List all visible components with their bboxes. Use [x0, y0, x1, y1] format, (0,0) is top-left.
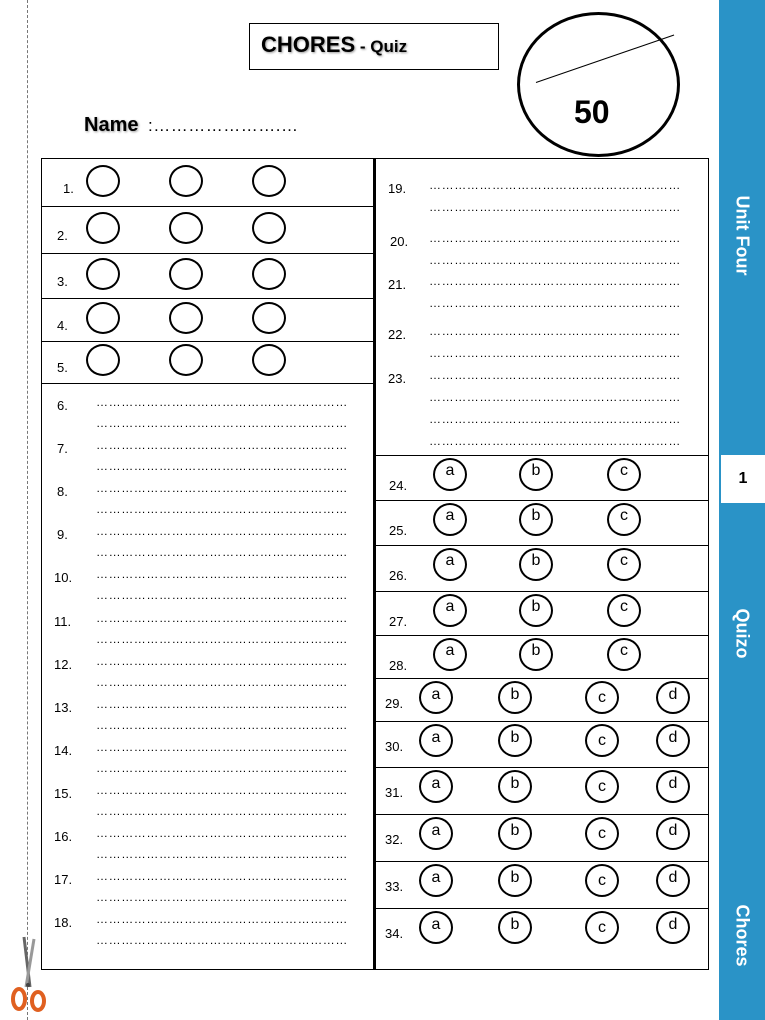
option-b-bubble[interactable]: b — [498, 681, 532, 714]
answer-bubble[interactable] — [252, 344, 286, 376]
option-a-bubble[interactable]: a — [419, 817, 453, 850]
answer-line[interactable]: …………………………………………………… — [96, 739, 348, 754]
row-divider — [375, 721, 709, 722]
page-number: 1 — [721, 455, 765, 503]
score-circle — [517, 12, 680, 157]
question-number: 6. — [57, 398, 68, 413]
row-divider — [375, 455, 709, 456]
answer-line[interactable]: …………………………………………………… — [96, 631, 348, 646]
quiz-subtitle: - Quiz — [355, 37, 408, 56]
question-number: 1. — [63, 180, 74, 196]
option-a-bubble[interactable]: a — [419, 911, 453, 944]
answer-line[interactable]: …………………………………………………… — [96, 481, 348, 496]
question-number: 32. — [385, 832, 404, 847]
question-number: 30. — [385, 739, 404, 754]
answer-line[interactable]: …………………………………………………… — [96, 933, 348, 948]
option-c-bubble[interactable]: c — [585, 724, 619, 757]
option-b-bubble[interactable]: b — [519, 594, 553, 627]
answer-bubble[interactable] — [86, 302, 120, 334]
answer-bubble[interactable] — [252, 165, 286, 197]
question-number: 16. — [54, 829, 73, 844]
question-number: 19. — [388, 181, 407, 196]
question-number: 34. — [385, 926, 404, 941]
question-number: 22. — [388, 327, 407, 342]
option-c-bubble[interactable]: c — [607, 548, 641, 581]
answer-bubble[interactable] — [86, 344, 120, 376]
question-number: 29. — [385, 696, 404, 711]
row-divider — [375, 545, 709, 546]
question-number: 27. — [389, 614, 408, 629]
answer-line[interactable]: …………………………………………………… — [429, 346, 681, 360]
option-b-bubble[interactable]: b — [498, 817, 532, 850]
row-divider — [375, 908, 709, 909]
answer-bubble[interactable] — [86, 165, 120, 197]
row-divider — [375, 500, 709, 501]
answer-line[interactable]: …………………………………………………… — [429, 200, 681, 214]
answer-line[interactable]: …………………………………………………… — [429, 368, 681, 382]
name-label: Name — [84, 114, 139, 136]
answer-line[interactable]: …………………………………………………… — [96, 438, 348, 453]
quiz-title-box — [249, 23, 499, 70]
answer-line[interactable]: …………………………………………………… — [429, 390, 681, 404]
answer-bubble[interactable] — [169, 258, 203, 290]
chores-label: Chores — [732, 903, 753, 967]
answer-line[interactable]: …………………………………………………… — [96, 395, 348, 409]
option-a-bubble[interactable]: a — [419, 770, 453, 803]
option-c-bubble[interactable]: c — [607, 503, 641, 536]
question-number: 26. — [389, 568, 408, 583]
option-b-bubble[interactable]: b — [498, 724, 532, 757]
option-c-bubble[interactable]: c — [585, 681, 619, 714]
answer-line[interactable]: …………………………………………………… — [96, 502, 348, 517]
answer-line[interactable]: …………………………………………………… — [96, 653, 348, 668]
option-a-bubble[interactable]: a — [433, 638, 467, 671]
question-number: 31. — [385, 785, 404, 800]
option-b-bubble[interactable]: b — [519, 638, 553, 671]
answer-line[interactable]: …………………………………………………… — [429, 324, 681, 338]
answer-line[interactable]: …………………………………………………… — [429, 274, 681, 288]
answer-line[interactable]: …………………………………………………… — [96, 459, 348, 474]
answer-bubble[interactable] — [86, 212, 120, 244]
row-divider — [375, 767, 709, 768]
row-divider — [41, 298, 374, 299]
answer-line[interactable]: …………………………………………………… — [96, 674, 348, 689]
option-c-bubble[interactable]: c — [607, 594, 641, 627]
question-number: 9. — [57, 527, 68, 543]
option-a-bubble[interactable]: a — [419, 681, 453, 714]
row-divider — [41, 341, 374, 342]
answer-line[interactable]: …………………………………………………… — [96, 803, 348, 818]
question-number: 20. — [390, 234, 409, 249]
row-divider — [375, 591, 709, 592]
answer-line[interactable]: …………………………………………………… — [429, 434, 681, 448]
question-number: 21. — [388, 277, 407, 292]
answer-bubble[interactable] — [169, 344, 203, 376]
quizo-label: Quizo — [732, 608, 753, 658]
row-divider — [375, 814, 709, 815]
answer-line[interactable]: …………………………………………………… — [96, 567, 348, 582]
answer-line[interactable]: …………………………………………………… — [96, 588, 348, 603]
option-b-bubble[interactable]: b — [498, 911, 532, 944]
question-number: 23. — [388, 371, 407, 386]
answer-line[interactable]: …………………………………………………… — [96, 524, 348, 539]
option-c-bubble[interactable]: c — [585, 864, 619, 897]
answer-line[interactable]: …………………………………………………… — [96, 826, 348, 840]
option-a-bubble[interactable]: a — [433, 548, 467, 581]
row-divider — [41, 383, 374, 384]
answer-bubble[interactable] — [169, 165, 203, 197]
quiz-title: CHORES — [261, 32, 356, 57]
answer-bubble[interactable] — [86, 258, 120, 290]
option-d-bubble[interactable]: d — [656, 911, 690, 944]
answer-line[interactable]: …………………………………………………… — [429, 412, 681, 426]
question-number: 2. — [57, 227, 68, 243]
answer-line[interactable]: …………………………………………………… — [96, 847, 348, 861]
score-total: 50 — [574, 94, 610, 130]
option-a-bubble[interactable]: a — [419, 864, 453, 897]
unit-label: Unit Four — [732, 195, 753, 275]
answer-line[interactable]: …………………………………………………… — [96, 416, 348, 430]
question-number: 28. — [389, 658, 408, 673]
answer-line[interactable]: …………………………………………………… — [96, 696, 348, 711]
question-number: 18. — [54, 915, 73, 931]
row-divider — [375, 635, 709, 636]
question-number: 14. — [54, 742, 73, 758]
option-c-bubble[interactable]: c — [585, 911, 619, 944]
question-number: 15. — [54, 785, 73, 801]
option-d-bubble[interactable]: d — [656, 817, 690, 850]
answer-line[interactable]: …………………………………………………… — [429, 296, 681, 310]
question-number: 3. — [57, 273, 68, 289]
answer-line[interactable]: …………………………………………………… — [96, 782, 348, 797]
answer-line[interactable]: …………………………………………………… — [96, 869, 348, 884]
row-divider — [375, 678, 709, 679]
question-number: 8. — [57, 484, 68, 500]
answer-line[interactable]: …………………………………………………… — [429, 231, 681, 245]
row-divider — [41, 206, 374, 207]
question-number: 33. — [385, 879, 404, 894]
answer-bubble[interactable] — [169, 302, 203, 334]
answer-line[interactable]: …………………………………………………… — [96, 545, 348, 560]
option-d-bubble[interactable]: d — [656, 724, 690, 757]
row-divider — [375, 861, 709, 862]
answer-line[interactable]: …………………………………………………… — [96, 717, 348, 732]
option-d-bubble[interactable]: d — [656, 864, 690, 897]
option-a-bubble[interactable]: a — [433, 458, 467, 491]
option-b-bubble[interactable]: b — [519, 458, 553, 491]
answer-bubble[interactable] — [169, 212, 203, 244]
option-c-bubble[interactable]: c — [585, 817, 619, 850]
sidebar — [719, 0, 765, 1020]
question-number: 24. — [389, 478, 408, 493]
cut-line — [27, 0, 28, 1020]
question-number: 4. — [57, 317, 68, 333]
answer-line[interactable]: …………………………………………………… — [429, 253, 681, 267]
question-number: 11. — [54, 613, 72, 629]
option-a-bubble[interactable]: a — [419, 724, 453, 757]
answer-line[interactable]: …………………………………………………… — [96, 610, 348, 625]
answer-line[interactable]: …………………………………………………… — [96, 760, 348, 775]
option-b-bubble[interactable]: b — [519, 503, 553, 536]
option-d-bubble[interactable]: d — [656, 681, 690, 714]
answer-line[interactable]: …………………………………………………… — [96, 890, 348, 905]
answer-line[interactable]: …………………………………………………… — [96, 912, 348, 927]
option-a-bubble[interactable]: a — [433, 503, 467, 536]
question-number: 25. — [389, 523, 408, 538]
question-number: 5. — [57, 360, 68, 375]
question-number: 7. — [57, 441, 68, 457]
option-b-bubble[interactable]: b — [498, 770, 532, 803]
option-c-bubble[interactable]: c — [607, 458, 641, 491]
option-b-bubble[interactable]: b — [519, 548, 553, 581]
question-number: 12. — [54, 656, 73, 672]
question-number: 10. — [54, 570, 73, 586]
answer-bubble[interactable] — [252, 258, 286, 290]
option-b-bubble[interactable]: b — [498, 864, 532, 897]
option-c-bubble[interactable]: c — [585, 770, 619, 803]
option-c-bubble[interactable]: c — [607, 638, 641, 671]
answer-bubble[interactable] — [252, 302, 286, 334]
option-d-bubble[interactable]: d — [656, 770, 690, 803]
row-divider — [41, 253, 374, 254]
question-number: 17. — [54, 872, 73, 888]
answer-bubble[interactable] — [252, 212, 286, 244]
option-a-bubble[interactable]: a — [433, 594, 467, 627]
question-number: 13. — [54, 699, 73, 715]
name-field[interactable]: :………………….… — [148, 116, 299, 135]
answer-line[interactable]: …………………………………………………… — [429, 178, 681, 192]
